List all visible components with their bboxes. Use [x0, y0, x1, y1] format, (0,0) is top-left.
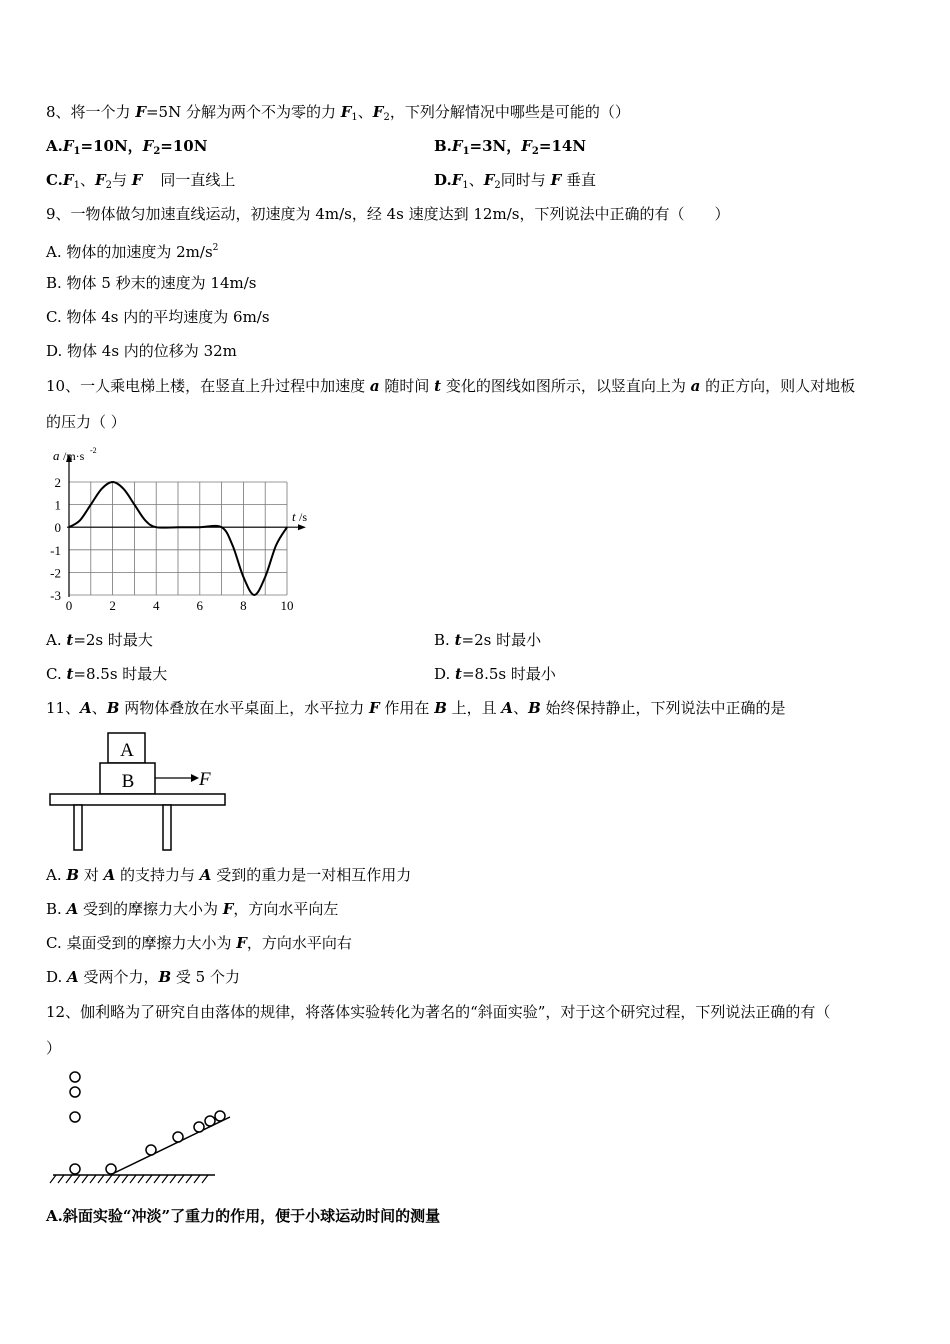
q9-option-b: B. 物体 5 秒末的速度为 14m/s [46, 274, 257, 292]
q11-stem: 11、A、B 两物体叠放在水平桌面上，水平拉力 F 作用在 B 上，且 A、B 始终保持静止，下列说法中正确的是 [46, 699, 786, 717]
falling-ball [70, 1087, 80, 1097]
hatch-mark [114, 1175, 120, 1183]
q8-option-c: $C.F_1$、$F_2$与 F 同一直线上 [46, 171, 236, 191]
q10-option-b: B. t=2s 时最小 [434, 631, 542, 649]
ground-ball [106, 1164, 116, 1174]
q12-stem-line2: ） [46, 1039, 62, 1057]
falling-ball [70, 1072, 80, 1082]
x-tick-label: 10 [280, 598, 294, 613]
hatch-mark [98, 1175, 104, 1183]
falling-ball [70, 1112, 80, 1122]
ground-hatching [50, 1175, 208, 1183]
hatch-mark [146, 1175, 152, 1183]
q12-option-a: A.斜面实验“冲淡”了重力的作用，便于小球运动时间的测量 [46, 1207, 441, 1225]
q10-stem-line2: 的压力（ ） [46, 413, 126, 431]
y-axis-unit: /m·s [63, 449, 85, 463]
stacked-blocks-diagram [45, 730, 225, 855]
y-tick-label: 0 [54, 520, 61, 536]
q8-option-a: $A.F_1=10N$，$F_2=10N$ [46, 137, 208, 157]
q9-option-d: D. 物体 4s 内的位移为 32m [46, 342, 237, 360]
x-tick-label: 4 [152, 598, 160, 613]
inclined-plane-diagram [50, 1065, 235, 1190]
acceleration-time-chart [40, 440, 330, 620]
q10-option-c: C. t=8.5s 时最大 [46, 665, 168, 683]
q8-option-d: $D.F_1$、$F_2$同时与 F 垂直 [434, 171, 596, 191]
q11-option-b: B. A 受到的摩擦力大小为 F，方向水平向左 [46, 900, 339, 918]
incline-ball [194, 1122, 204, 1132]
block-b-label: B [121, 771, 135, 792]
chart-axes [66, 454, 306, 597]
q10-option-a: A. t=2s 时最大 [46, 631, 153, 649]
hatch-mark [74, 1175, 80, 1183]
q10-stem-line1: 10、一人乘电梯上楼，在竖直上升过程中加速度 a 随时间 t 变化的图线如图所示，以竖直向上为 a 的正方向，则人对地板 [46, 377, 856, 395]
x-tick-label: 8 [240, 598, 247, 613]
ground-ball [70, 1164, 80, 1174]
chart-grid [69, 482, 287, 595]
q11-option-a: A. B 对 A 的支持力与 A 受到的重力是一对相互作用力 [46, 866, 412, 884]
x-tick-label: 6 [196, 598, 204, 613]
hatch-mark [178, 1175, 184, 1183]
hatch-mark [90, 1175, 96, 1183]
x-tick-label: 0 [65, 598, 73, 613]
y-tick-label: 2 [54, 475, 61, 490]
q8-option-b: $B.F_1=3N$，$F_2=14N$ [434, 137, 587, 157]
hatch-mark [50, 1175, 56, 1183]
hatch-mark [106, 1175, 112, 1183]
hatch-mark [202, 1175, 208, 1183]
q11-option-c: C. 桌面受到的摩擦力大小为 F，方向水平向右 [46, 934, 352, 952]
y-axis-unit-exponent: -2 [90, 446, 97, 455]
y-axis-label: a [53, 448, 60, 463]
q10-option-d: D. t=8.5s 时最小 [434, 665, 556, 683]
hatch-mark [170, 1175, 176, 1183]
force-label: F [199, 769, 211, 790]
hatch-mark [186, 1175, 192, 1183]
x-tick-label: 2 [109, 598, 116, 613]
x-axis-label: t [292, 509, 296, 524]
hatch-mark [82, 1175, 88, 1183]
hatch-mark [130, 1175, 136, 1183]
x-axis-arrowhead [298, 524, 306, 530]
q11-option-d: D. A 受两个力，B 受 5 个力 [46, 968, 240, 986]
hatch-mark [138, 1175, 144, 1183]
table-top [50, 794, 225, 805]
incline-ball [146, 1145, 156, 1155]
y-tick-label: -2 [50, 565, 61, 581]
y-tick-label: -1 [50, 542, 61, 558]
hatch-mark [58, 1175, 64, 1183]
table-leg-left [74, 805, 82, 850]
q8-stem: 8、将一个力 F=5N 分解为两个不为零的力 $F_1$、$F_2$，下列分解情况中哪些是可能的（） [46, 103, 630, 123]
incline-ball [173, 1132, 183, 1142]
table-leg-right [163, 805, 171, 850]
y-tick-label: 1 [54, 497, 61, 513]
q9-stem: 9、一物体做匀加速直线运动，初速度为 4m/s，经 4s 速度达到 12m/s，下列说法中正确的有（ ） [46, 205, 730, 223]
hatch-mark [154, 1175, 160, 1183]
hatch-mark [194, 1175, 200, 1183]
incline-ball [215, 1111, 225, 1121]
q9-option-a: A. 物体的加速度为 $2m/s^2$ [46, 243, 219, 261]
hatch-mark [122, 1175, 128, 1183]
hatch-mark [162, 1175, 168, 1183]
hatch-mark [66, 1175, 72, 1183]
force-arrowhead [191, 774, 199, 782]
x-axis-unit: /s [299, 510, 308, 524]
incline-ball [205, 1116, 215, 1126]
block-a-label: A [120, 740, 134, 761]
q9-option-c: C. 物体 4s 内的平均速度为 6m/s [46, 308, 270, 326]
y-tick-label: -3 [50, 588, 61, 603]
q12-stem-line1: 12、伽利略为了研究自由落体的规律，将落体实验转化为著名的“斜面实验”，对于这个研究过程，下列说法正确的有（ [46, 1003, 831, 1021]
